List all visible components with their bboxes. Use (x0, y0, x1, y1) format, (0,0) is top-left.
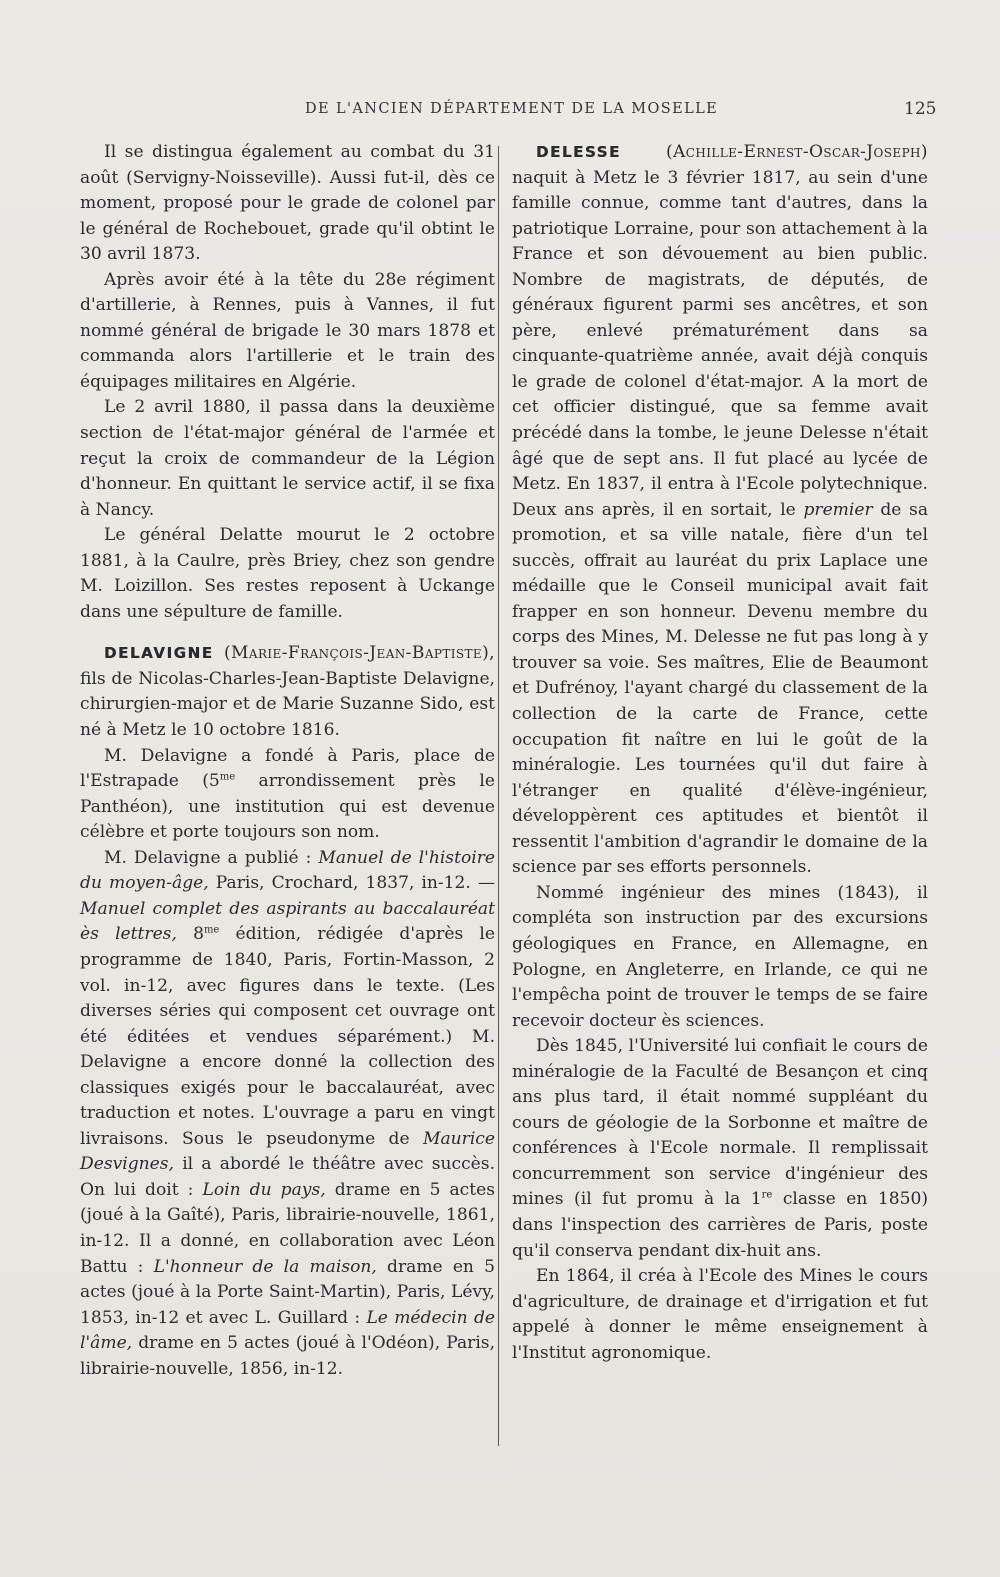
entry-headword: DELAVIGNE (104, 644, 214, 663)
left-column (80, 140, 495, 1382)
right-column (512, 140, 928, 1366)
pseudonym: Maurice Desvignes, (80, 1128, 495, 1175)
entry-names: (Achille-Ernest-Oscar-Joseph) (665, 142, 928, 162)
book-title: Manuel de l'histoire du moyen-âge, (80, 847, 495, 894)
emphasis: premier (803, 499, 873, 520)
play-title: L'honneur de la maison, (153, 1256, 377, 1277)
paragraph: Il se distingua également au combat du 31 août (Servigny-Noisseville). Aussi fut-il, dès ce moment, proposé pour le grade de colonel par le général de Rochebouet, grade qu'il obtint le 30 avril 1873. (80, 142, 495, 265)
page-number: 125 (904, 99, 937, 119)
text-run: arrondissement près le Panthéon), une institution qui est devenue célèbre et porte toujours son nom. (80, 771, 495, 843)
play-title: Le médecin de l'âme, (80, 1307, 496, 1354)
superscript: re (761, 1189, 773, 1201)
text-run: drame en 5 actes (joué à la Porte Saint-Martin), Paris, Lévy, 1853, in-12 et avec L. Guillard : (80, 1256, 495, 1328)
text-run: de sa promotion, et sa ville natale, fière d'un tel succès, offrait au lauréat du prix Laplace une médaille que le Conseil municipal avait fait frapper en son honneur. Devenu membre du corps des Mines, M. Delesse ne fut pas long à y trouver sa voie. Ses maîtres, Elie de Beaumont et Dufrénoy, l'ayant chargé du classement de la collection de la carte de France, cette occupation fit naître en lui le goût de la minéralogie. Les tournées qu'il dut faire à l'étranger en qualité d'élève-ingénieur, développèrent ces aptitudes et bientôt il ressentit l'ambition d'agrandir le domaine de la science par ses efforts personnels. (512, 499, 929, 878)
running-title: DE L'ANCIEN DÉPARTEMENT DE LA MOSELLE (305, 101, 719, 117)
superscript: me (203, 924, 220, 936)
text-run: drame en 5 actes (joué à l'Odéon), Paris, librairie-nouvelle, 1856, in-12. (80, 1333, 495, 1379)
text-run: 8 (176, 924, 204, 945)
superscript: me (219, 771, 236, 783)
paragraph: En 1864, il créa à l'Ecole des Mines le cours d'agriculture, de drainage et d'irrigation et fut appelé à donner le même enseignement à l'Institut agronomique. (512, 1266, 928, 1363)
paragraph: Nommé ingénieur des mines (1843), il compléta son instruction par des excursions géologiques en France, en Allemagne, en Pologne, en Angleterre, en Irlande, ce qui ne l'empêcha point de trouver le temps de se faire recevoir docteur ès sciences. (512, 882, 928, 1031)
text-run: classe en 1850) dans l'inspection des carrières de Paris, poste qu'il conserva pendant dix-huit ans. (512, 1189, 928, 1261)
paragraph: Le 2 avril 1880, il passa dans la deuxième section de l'état-major général de l'armée et reçut la croix de commandeur de la Légion d'honneur. En quittant le service actif, il se fixa à Nancy. (80, 397, 495, 520)
text-run: il a abordé le théâtre avec succès. On lui doit : (80, 1154, 495, 1200)
text-run: Paris, Crochard, 1837, in-12. — (208, 873, 495, 894)
text-run: édition, rédigée d'après le programme de 1840, Paris, Fortin-Masson, 2 vol. in-12, avec figures dans le texte. (Les diverses séries qui composent cet ouvrage ont été éditées et vendues séparément.) M. Delavigne a encore donné la collection des classiques exigés pour le baccalauréat, avec traduction et notes. L'ouvrage a paru en vingt livraisons. Sous le pseudonyme de (80, 924, 495, 1149)
entry-delavigne (80, 641, 495, 743)
page-header (0, 101, 1000, 125)
paragraph (80, 744, 495, 846)
paragraph: Le général Delatte mourut le 2 octobre 1881, à la Caulre, près Briey, chez son gendre M. Loizillon. Ses restes reposent à Uckange dans une sépulture de famille. (80, 525, 495, 622)
book-title: Manuel complet des aspirants au baccalauréat ès lettres, (80, 898, 495, 945)
entry-headword: DELESSE (536, 143, 621, 161)
text-run: drame en 5 actes (joué à la Gaîté), Paris, librairie-nouvelle, 1861, in-12. Il a donné, en collaboration avec Léon Battu : (80, 1179, 496, 1277)
text-run: M. Delavigne a fondé à Paris, place de l'Estrapade (5 (80, 745, 495, 792)
text-run: naquit à Metz le 3 février 1817, au sein d'une famille connue, comme tant d'autres, dans la patriotique Lorraine, pour son attachement à la France et son dévouement au bien public. Nombre de magistrats, de députés, de généraux figurent parmi ses ancêtres, et son père, enlevé prématurément dans sa cinquante-quatrième année, avait déjà conquis le grade de colonel d'état-major. A la mort de cet officier distingué, que sa femme avait précédé dans la tombe, le jeune Delesse n'était âgé que de sept ans. Il fut placé au lycée de Metz. En 1837, il entra à l'Ecole polytechnique. Deux ans après, il en sortait, le (512, 167, 928, 520)
play-title: Loin du pays, (202, 1179, 326, 1200)
entry-names: (Marie-François-Jean-Baptiste), (223, 643, 495, 664)
entry-intro: fils de Nicolas-Charles-Jean-Baptiste Delavigne, chirurgien-major et de Marie Suzanne Sido, est né à Metz le 10 octobre 1816. (80, 668, 495, 741)
paragraph (512, 1034, 928, 1264)
text-run: Dès 1845, l'Université lui confiait le cours de minéralogie de la Faculté de Besançon et cinq ans plus tard, il était nommé suppléant du cours de géologie de la Sorbonne et maître de conférences à l'Ecole normale. Il remplissait concurremment son service d'ingénieur des mines (il fut promu à la 1 (512, 1036, 928, 1210)
column-divider (498, 146, 499, 1446)
paragraph-works (80, 846, 495, 1382)
text-run: M. Delavigne a publié : (104, 847, 319, 868)
paragraph: Après avoir été à la tête du 28e régiment d'artillerie, à Rennes, puis à Vannes, il fut nommé général de brigade le 30 mars 1878 et commanda alors l'artillerie et le train des équipages militaires en Algérie. (80, 269, 495, 392)
entry-delesse (512, 140, 928, 881)
